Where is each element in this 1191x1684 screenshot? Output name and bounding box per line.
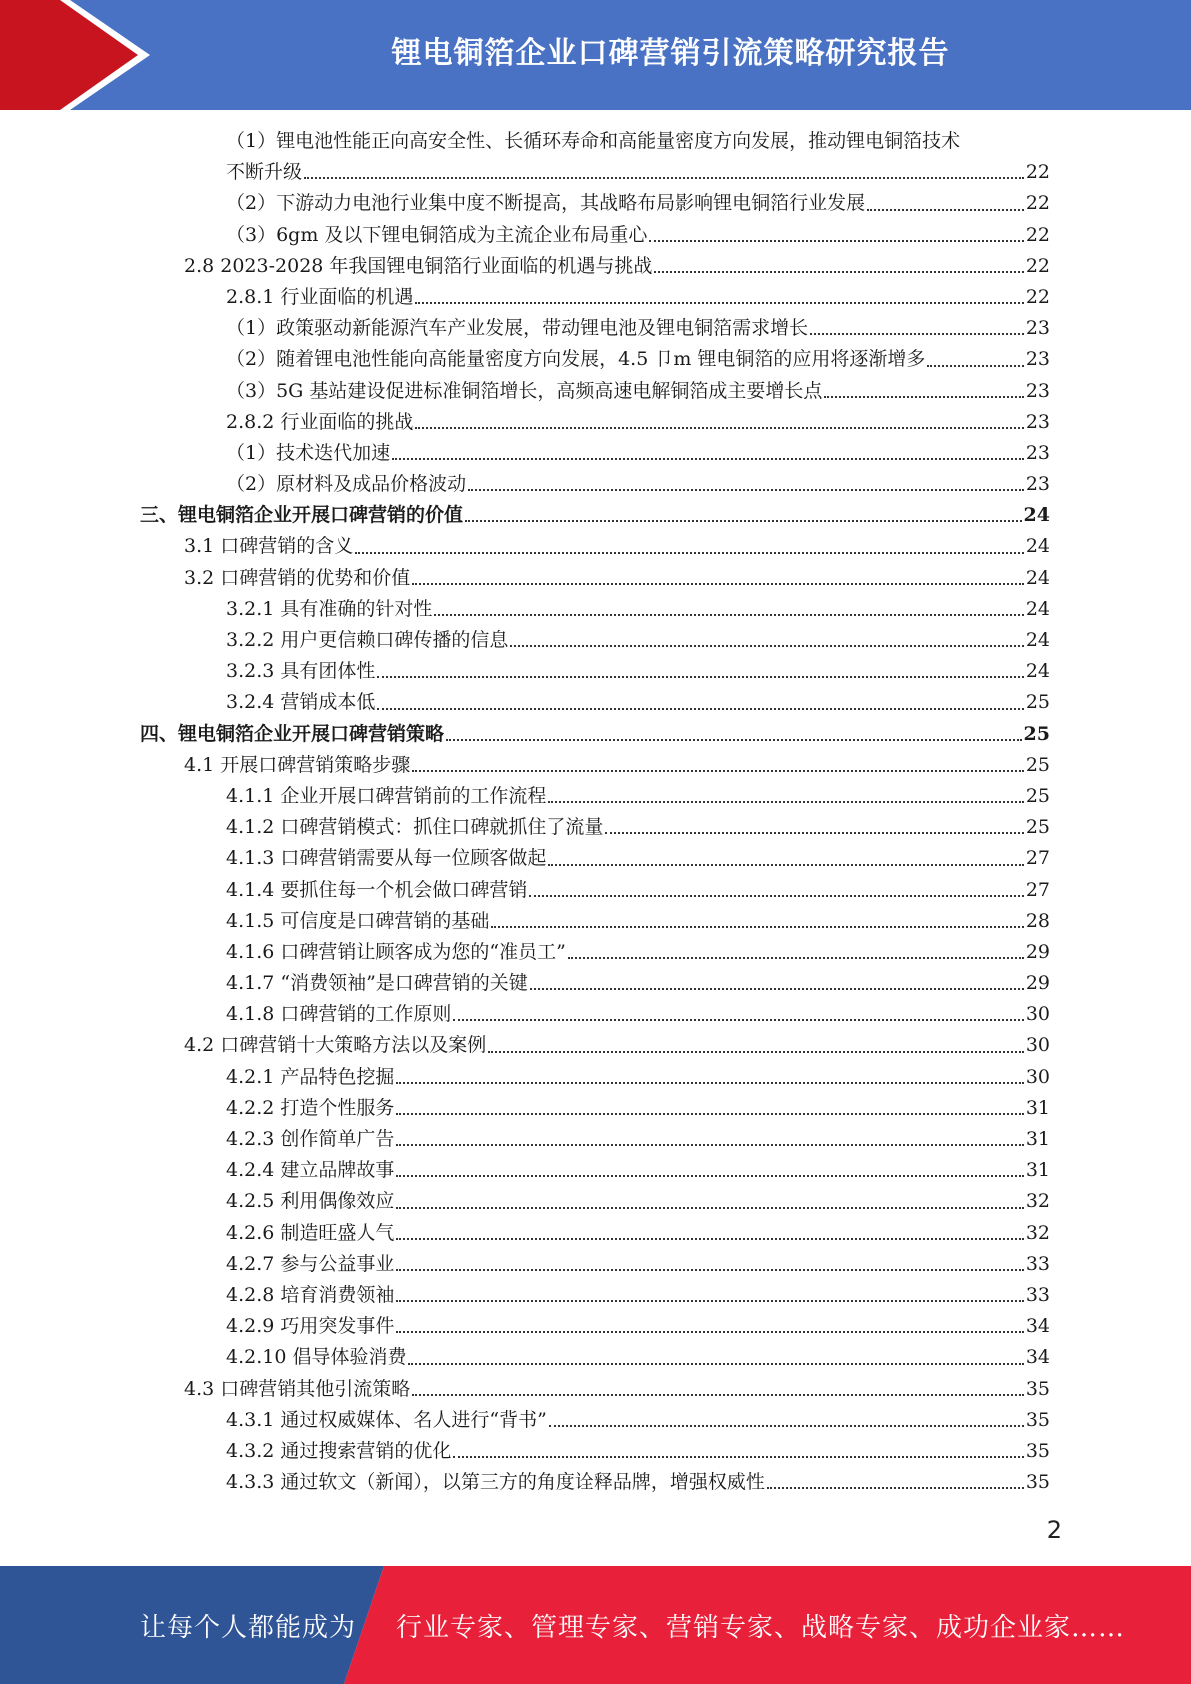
toc-entry-text: 4.3.1 通过权威媒体、名人进行“背书” [226,1408,547,1431]
toc-entry[interactable] [140,594,1050,625]
toc-entry[interactable] [140,282,1050,313]
toc-entry[interactable] [140,812,1050,843]
toc-page-number: 24 [1025,597,1050,620]
toc-page-number: 24 [1023,504,1050,527]
toc-leader-dots [412,1393,1024,1396]
toc-entry-text: （3）6gm 及以下锂电铜箔成为主流企业布局重心 [226,223,648,246]
toc-leader-dots [415,426,1023,429]
toc-page-number: 29 [1025,972,1050,995]
toc-entry-text: （2）下游动力电池行业集中度不断提高，其战略布局影响锂电铜箔行业发展 [226,192,866,215]
toc-page-number: 25 [1025,816,1050,839]
toc-entry[interactable] [140,1374,1050,1405]
toc-page-number: 24 [1025,535,1050,558]
toc-entry-text: 4.2.9 巧用突发事件 [226,1315,395,1338]
toc-entry[interactable] [140,937,1050,968]
toc-entry[interactable] [140,1467,1050,1498]
toc-leader-dots [396,1174,1023,1177]
toc-leader-dots [488,1050,1024,1053]
toc-entry[interactable] [140,1030,1050,1061]
toc-entry[interactable] [140,531,1050,562]
toc-page-number: 30 [1025,1034,1050,1057]
toc-leader-dots [446,738,1022,741]
toc-entry[interactable] [140,407,1050,438]
toc-entry-text: 4.3.3 通过软文（新闻），以第三方的角度诠释品牌，增强权威性 [226,1471,765,1494]
toc-entry[interactable] [140,1280,1050,1311]
toc-entry-text: 4.1.6 口碑营销让顾客成为您的“准员工” [226,940,566,963]
toc-leader-dots [453,1018,1023,1021]
toc-page-number: 23 [1025,317,1050,340]
toc-entry[interactable] [140,906,1050,937]
toc-entry[interactable] [140,1155,1050,1186]
toc-leader-dots [304,176,1024,179]
toc-page-number: 27 [1025,847,1050,870]
toc-leader-dots [568,956,1024,959]
header-title: 锂电铜箔企业口碑营销引流策略研究报告 [391,36,950,71]
toc-leader-dots [510,644,1023,647]
toc-page-number: 32 [1025,1190,1050,1213]
toc-entry-text: 4.1.1 企业开展口碑营销前的工作流程 [226,784,547,807]
toc-leader-dots [530,987,1024,990]
toc-leader-dots [396,1112,1023,1115]
toc-leader-dots [396,1206,1023,1209]
toc-page-number: 31 [1025,1159,1050,1182]
toc-entry[interactable] [140,1436,1050,1467]
toc-page-number: 27 [1025,878,1050,901]
toc-page-number: 31 [1025,1096,1050,1119]
toc-entry-text: 3.2.4 营销成本低 [226,691,376,714]
toc-entry[interactable] [140,313,1050,344]
toc-page-number: 30 [1025,1003,1050,1026]
toc-leader-dots [408,1362,1023,1365]
toc-entry-text: 四、锂电铜箔企业开展口碑营销策略 [140,722,445,745]
toc-leader-dots [468,488,1024,491]
toc-page-number: 24 [1025,566,1050,589]
toc-leader-dots [412,582,1024,585]
toc-page-number: 35 [1025,1471,1050,1494]
toc-entry-text: （2）随着锂电池性能向高能量密度方向发展，4.5 卩m 锂电铜箔的应用将逐渐增多 [226,348,926,371]
toc-leader-dots [824,395,1023,398]
toc-leader-dots [396,1081,1023,1084]
toc-leader-dots [434,613,1023,616]
toc-page-number: 34 [1025,1346,1050,1369]
page-footer [0,1566,1191,1684]
toc-page-number: 24 [1025,629,1050,651]
toc-page-number: 23 [1025,379,1050,402]
toc-entry-text: 4.3.2 通过搜索营销的优化 [226,1439,452,1462]
toc-page-number: 22 [1025,285,1050,308]
toc-entry[interactable] [140,781,1050,812]
toc-leader-dots [377,707,1023,710]
toc-entry[interactable] [140,188,1050,219]
toc-entry-text: 4.2.3 创作简单广告 [226,1128,395,1150]
toc-entry-text: 4.2.4 建立品牌故事 [226,1159,395,1182]
toc-entry[interactable] [140,563,1050,594]
toc-page-number: 23 [1025,348,1050,371]
toc-leader-dots [396,1143,1023,1146]
toc-page-number: 25 [1025,691,1050,714]
toc-entry-text: 三、锂电铜箔企业开展口碑营销的价值 [140,504,464,527]
toc-entry[interactable] [140,656,1050,687]
toc-page-number: 33 [1025,1283,1050,1306]
toc-entry[interactable] [140,1342,1050,1373]
toc-leader-dots [396,1330,1023,1333]
toc-entry-text: 4.1 开展口碑营销策略步骤 [184,753,411,776]
toc-entry[interactable] [140,1062,1050,1093]
toc-leader-dots [465,519,1022,522]
toc-entry[interactable] [140,999,1050,1030]
toc-leader-dots [396,1268,1023,1271]
toc-leader-dots [491,925,1023,928]
toc-leader-dots [396,1237,1023,1240]
toc-page-number: 22 [1025,161,1050,184]
toc-entry[interactable] [140,1249,1050,1280]
toc-leader-dots [654,270,1023,273]
toc-page-number: 32 [1025,1221,1050,1244]
toc-page-number: 35 [1025,1377,1050,1400]
toc-page-number: 29 [1025,940,1050,963]
page-number: 2 [1046,1516,1062,1544]
toc-leader-dots [767,1486,1024,1489]
toc-entry-text: 4.1.3 口碑营销需要从每一位顾客做起 [226,847,547,870]
toc-page-number: 35 [1025,1408,1050,1431]
toc-page-number: 34 [1025,1315,1050,1338]
toc-page-number: 31 [1025,1128,1050,1150]
toc-entry-text: 2.8.1 行业面临的机遇 [226,285,414,308]
toc-page-number: 23 [1025,441,1050,464]
toc-leader-dots [927,364,1023,367]
toc-page-number: 25 [1023,722,1050,745]
toc-entry[interactable] [140,251,1050,282]
toc-entry-text: 4.1.4 要抓住每一个机会做口碑营销 [226,878,528,901]
toc-entry-text: 4.2.8 培育消费领袖 [226,1283,395,1306]
toc-entry-text-continued: 不断升级 [226,161,303,184]
toc-leader-dots [649,239,1023,242]
toc-entry-text: 3.2.2 用户更信赖口碑传播的信息 [226,629,509,651]
toc-entry-text: 3.2.3 具有团体性 [226,660,376,683]
toc-leader-dots [810,332,1024,335]
toc-entry[interactable] [140,1186,1050,1217]
toc-entry-text: 4.2.10 倡导体验消费 [226,1346,407,1369]
toc-page-number: 22 [1025,223,1050,246]
toc-entry-text: （1）政策驱动新能源汽车产业发展，带动锂电池及锂电铜箔需求增长 [226,317,809,340]
toc-page-number: 28 [1025,909,1050,932]
toc-entry-text: 3.2 口碑营销的优势和价值 [184,566,411,589]
toc-entry[interactable] [140,1311,1050,1342]
toc-entry[interactable] [140,843,1050,874]
toc-entry-text: 4.2.7 参与公益事业 [226,1252,395,1275]
toc-leader-dots [453,1455,1023,1458]
toc-page-number: 23 [1025,473,1050,496]
toc-entry[interactable] [140,220,1050,251]
toc-entry-text: 4.3 口碑营销其他引流策略 [184,1377,411,1400]
toc-entry[interactable] [140,438,1050,469]
toc-page-number: 24 [1025,660,1050,683]
toc-entry-text: 4.2.6 制造旺盛人气 [226,1221,395,1244]
toc-entry-text: 2.8.2 行业面临的挑战 [226,410,414,433]
toc-entry-text: 3.2.1 具有准确的针对性 [226,597,433,620]
toc-entry-text: 2.8 2023-2028 年我国锂电铜箔行业面临的机遇与挑战 [184,254,653,277]
toc-page-number: 33 [1025,1252,1050,1275]
footer-slogan-left: 让每个人都能成为 [140,1612,357,1643]
toc-entry[interactable] [140,750,1050,781]
toc-entry[interactable] [140,469,1050,500]
toc-entry-text: 4.1.5 可信度是口碑营销的基础 [226,909,490,932]
toc-entry-text: 4.2 口碑营销十大策略方法以及案例 [184,1034,487,1057]
toc-leader-dots [377,675,1023,678]
toc-entry[interactable] [140,968,1050,999]
toc-page-number: 30 [1025,1065,1050,1088]
toc-entry[interactable] [140,1093,1050,1124]
toc-leader-dots [605,831,1023,834]
toc-entry-text: 4.1.2 口碑营销模式：抓住口碑就抓住了流量 [226,816,604,839]
toc-page-number: 22 [1025,192,1050,215]
toc-entry-text: 4.2.1 产品特色挖掘 [226,1065,395,1088]
toc-leader-dots [412,769,1024,772]
toc-leader-dots [396,1299,1023,1302]
toc-page-number: 25 [1025,784,1050,807]
toc-entry-text: （1）技术迭代加速 [226,441,391,464]
toc-entry-text: 4.2.5 利用偶像效应 [226,1190,395,1213]
toc-leader-dots [867,208,1024,211]
toc-entry-text: 3.1 口碑营销的含义 [184,535,354,558]
toc-entry[interactable] [140,687,1050,718]
toc-leader-dots [415,301,1023,304]
toc-entry[interactable] [140,500,1050,531]
toc-entry[interactable] [140,625,1050,656]
toc-entry[interactable] [140,1218,1050,1249]
toc-entry-text: （2）原材料及成品价格波动 [226,473,467,496]
toc-entry[interactable] [140,1124,1050,1155]
toc-leader-dots [355,551,1024,554]
toc-entry-text: 4.1.7 “消费领袖”是口碑营销的关键 [226,972,528,995]
toc-leader-dots [392,457,1024,460]
toc-entry[interactable] [140,344,1050,375]
table-of-contents [140,126,1050,1498]
toc-entry-text: （3）5G 基站建设促进标准铜箔增长，高频高速电解铜箔成主要增长点 [226,379,823,402]
toc-page-number: 35 [1025,1439,1050,1462]
toc-entry-text: （1）锂电池性能正向高安全性、长循环寿命和高能量密度方向发展，推动锂电铜箔技术 [226,129,961,152]
toc-entry-text: 4.2.2 打造个性服务 [226,1096,395,1119]
toc-entry[interactable] [140,1405,1050,1436]
toc-entry[interactable] [140,126,1050,188]
toc-leader-dots [548,863,1023,866]
toc-entry[interactable] [140,376,1050,407]
toc-page-number: 22 [1025,254,1050,277]
page-header [0,0,1191,110]
toc-entry[interactable] [140,875,1050,906]
footer-slogan-right: 行业专家、管理专家、营销专家、战略专家、成功企业家…… [396,1612,1126,1643]
toc-entry[interactable] [140,719,1050,750]
toc-leader-dots [549,1424,1024,1427]
toc-page-number: 25 [1025,753,1050,776]
toc-page-number: 23 [1025,410,1050,433]
toc-leader-dots [529,894,1023,897]
toc-entry-text: 4.1.8 口碑营销的工作原则 [226,1003,452,1026]
toc-leader-dots [548,800,1023,803]
